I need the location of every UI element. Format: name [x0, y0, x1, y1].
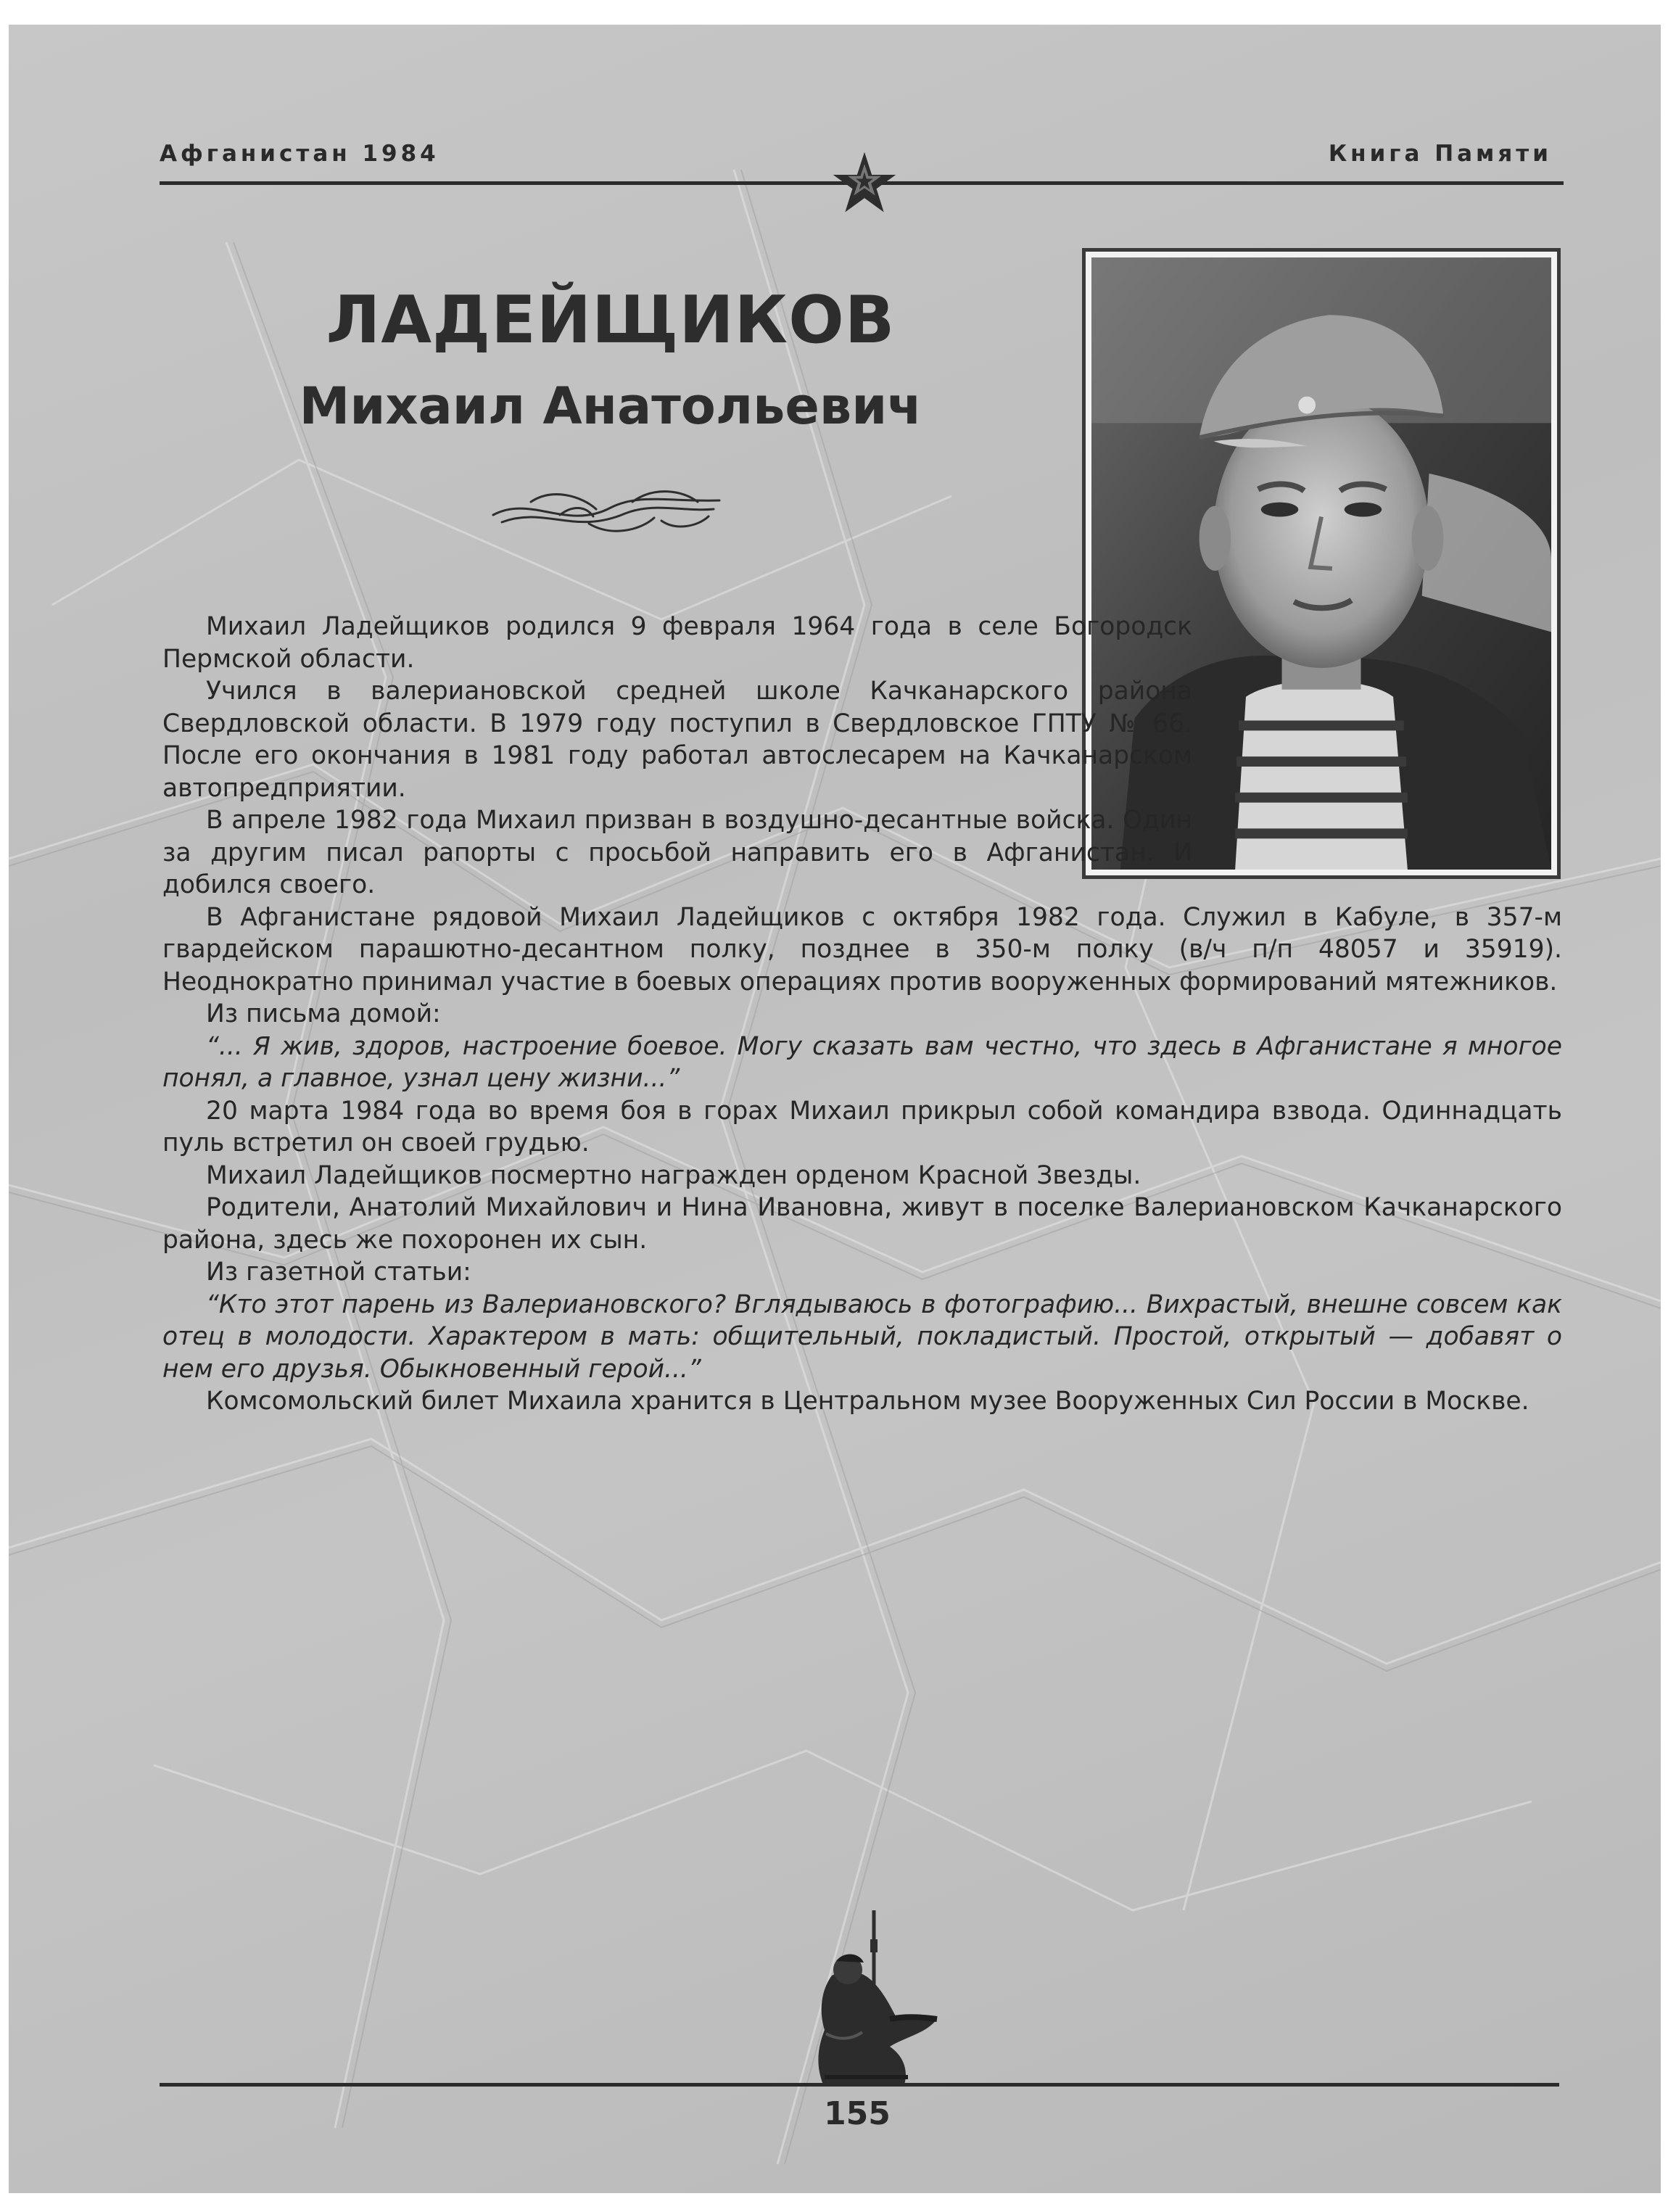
person-given-names: Михаил Анатольевич — [299, 376, 922, 436]
running-header-right: Книга Памяти — [1328, 141, 1552, 167]
portrait-wrap-space — [1192, 611, 1562, 892]
paragraph-article-quote: “Кто этот парень из Валериановского? Вглядываюсь в фотографию... Вихрастый, внешне совсем как отец в молодости. Характером в мать: общительный, покладистый. Простой, открытый — добавят о нем его друзья. Обыкновенный герой...” — [162, 1289, 1562, 1384]
article-body — [162, 611, 1562, 1418]
star-icon — [831, 149, 898, 216]
page — [9, 25, 1661, 2193]
paragraph-birth: Михаил Ладейщиков родился 9 февраля 1964 года в селе Богородск Пермской области. — [162, 612, 1192, 674]
person-surname: ЛАДЕЙЩИКОВ — [326, 282, 896, 358]
paragraph-article-intro: Из газетной статьи: — [206, 1258, 471, 1287]
footer-rule — [160, 2083, 1559, 2087]
paragraph-service: В Афганистане рядовой Михаил Ладейщиков с октября 1982 года. Служил в Кабуле, в 357-м гвардейском парашютно-десантном полку, позднее в 350-м полку (в/ч п/п 48057 и 35919). Неоднократно принимал участие в боевых операциях против вооруженных формирований мятежников. — [162, 902, 1562, 996]
paragraph-death: 20 марта 1984 года во время боя в горах Михаил прикрыл собой командира взвода. Одиннадцать пуль встретил он своей грудью. — [162, 1096, 1562, 1157]
ornament-icon — [487, 480, 727, 538]
paragraph-museum: Комсомольский билет Михаила хранится в Центральном музее Вооруженных Сил России в Москве. — [206, 1387, 1529, 1416]
paragraph-letter-quote: “... Я жив, здоров, настроение боевое. Могу сказать вам честно, что здесь в Афганистане я многое понял, а главное, узнал цену жизни...” — [162, 1031, 1562, 1093]
paragraph-award: Михаил Ладейщиков посмертно награжден орденом Красной Звезды. — [206, 1160, 1141, 1190]
paragraph-letter-intro: Из письма домой: — [206, 999, 441, 1028]
running-header-left: Афганистан 1984 — [160, 141, 439, 167]
paragraph-parents: Родители, Анатолий Михайлович и Нина Ивановна, живут в поселке Валериановском Качканарского района, здесь же похоронен их сын. — [162, 1193, 1562, 1255]
page-number: 155 — [824, 2095, 891, 2132]
soldier-figure-icon — [781, 1910, 955, 2089]
paragraph-conscription: В апреле 1982 года Михаил призван в воздушно-десантные войска. Один за другим писал рапорты с просьбой направить его в Афганистан. И добился своего. — [162, 806, 1192, 899]
paragraph-education: Учился в валериановской средней школе Качканарского района Свердловской области. В 1979 году поступил в Свердловское ГПТУ № 66. После его окончания в 1981 году работал автослесарем на Качканарском автопредприятии. — [162, 677, 1192, 803]
